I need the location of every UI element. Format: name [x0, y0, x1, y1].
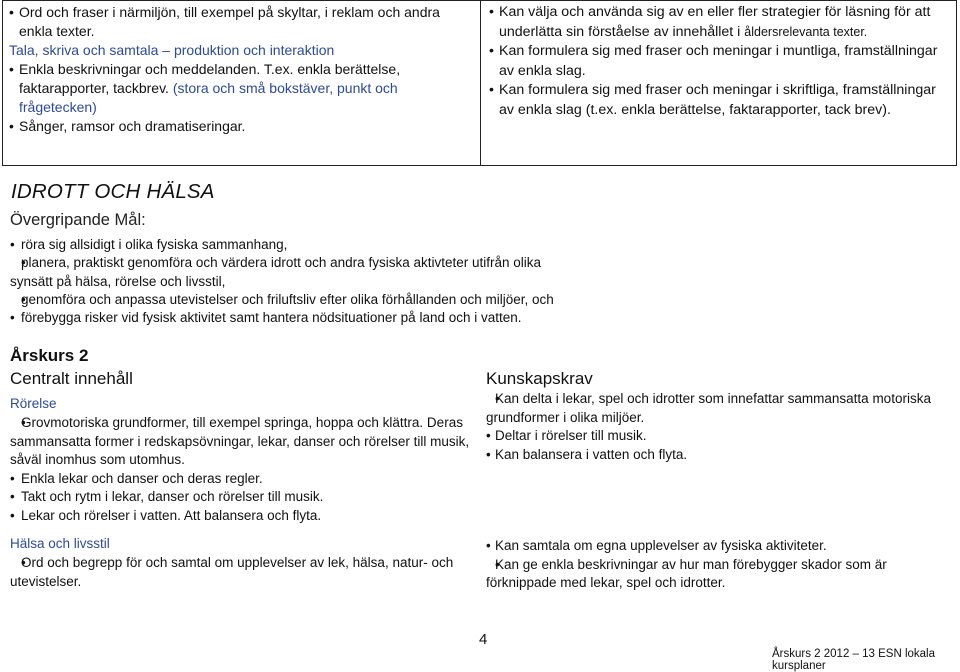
knowledge-requirements-heading: Kunskapskrav — [486, 369, 593, 388]
list-item: • Kan välja och använda sig av en eller fler strategier för läsning för att underlätta sin förståelse av innehållet i åldersrelevanta texter. — [489, 3, 954, 42]
list-item: • Kan samtala om egna upplevelser av fysiska aktiviteter. — [486, 537, 956, 556]
page-number: 4 — [479, 631, 488, 648]
list-item: • förebygga risker vid fysisk aktivitet samt hantera nödsituationer på land och i vatten. — [10, 309, 570, 327]
list-item: • planera, praktiskt genomföra och värdera idrott och andra fysiska aktivteter utifrån olika synsätt på hälsa, rörelse och livsstil, — [10, 254, 570, 291]
list-item: • Enkla beskrivningar och meddelanden. T.ex. enkla berättelse, faktarapporter, tackbrev. (stora och små bokstäver, punkt och frågetecken) — [9, 60, 474, 117]
top-table — [2, 0, 957, 166]
top-table-right-cell — [489, 3, 954, 120]
rorelse-requirements — [486, 390, 956, 464]
list-item: • Takt och rytm i lekar, danser och rörelser till musik. — [10, 488, 475, 507]
list-item: • Sånger, ramsor och dramatiseringar. — [9, 117, 474, 136]
goals-list — [10, 236, 570, 327]
list-item: • genomföra och anpassa utevistelser och friluftsliv efter olika förhållanden och miljöer, och — [10, 291, 570, 309]
footer-text: Årskurs 2 2012 – 13 ESN lokala kursplaner — [772, 648, 936, 672]
section-title: IDROTT OCH HÄLSA — [11, 180, 215, 203]
halsa-list — [10, 554, 475, 591]
subheading: Tala, skriva och samtala – produktion och interaktion — [9, 42, 335, 58]
top-table-left-cell — [9, 3, 474, 136]
halsa-heading: Hälsa och livsstil — [10, 536, 110, 551]
list-item: • röra sig allsidigt i olika fysiska sammanhang, — [10, 236, 570, 254]
list-item: • Grovmotoriska grundformer, till exempel springa, hoppa och klättra. Deras sammansatta former i redskapsövningar, lekar, danser och rörelser till musik, såväl inomhus som utomhus. — [10, 414, 475, 470]
list-item: • Kan formulera sig med fraser och meningar i skriftliga, framställningar av enkla slag (t.ex. enkla berättelse, faktarapporter, tack brev). — [489, 81, 954, 120]
list-item: • Ord och fraser i närmiljön, till exempel på skyltar, i reklam och andra enkla texter. — [9, 3, 474, 41]
table-divider — [480, 1, 481, 165]
goals-heading: Övergripande Mål: — [10, 211, 146, 229]
central-content-heading: Centralt innehåll — [10, 369, 133, 388]
list-item: • Kan ge enkla beskrivningar av hur man förebygger skador som är förknippade med lekar, spel och idrotter. — [486, 556, 956, 593]
list-item: • Enkla lekar och danser och deras regler. — [10, 470, 475, 489]
halsa-requirements — [486, 537, 956, 593]
list-item: • Kan delta i lekar, spel och idrotter som innefattar sammansatta motoriska grundformer i olika miljöer. — [486, 390, 956, 427]
list-item: • Lekar och rörelser i vatten. Att balansera och flyta. — [10, 507, 475, 526]
list-item: • Kan formulera sig med fraser och meningar i muntliga, framställningar av enkla slag. — [489, 42, 954, 81]
list-item: • Kan balansera i vatten och flyta. — [486, 446, 956, 465]
list-item: • Ord och begrepp för och samtal om upplevelser av lek, hälsa, natur- och utevistelser. — [10, 554, 475, 591]
year-heading: Årskurs 2 — [10, 346, 89, 365]
rorelse-heading: Rörelse — [10, 396, 57, 411]
rorelse-list — [10, 414, 475, 525]
list-item: • Deltar i rörelser till musik. — [486, 427, 956, 446]
